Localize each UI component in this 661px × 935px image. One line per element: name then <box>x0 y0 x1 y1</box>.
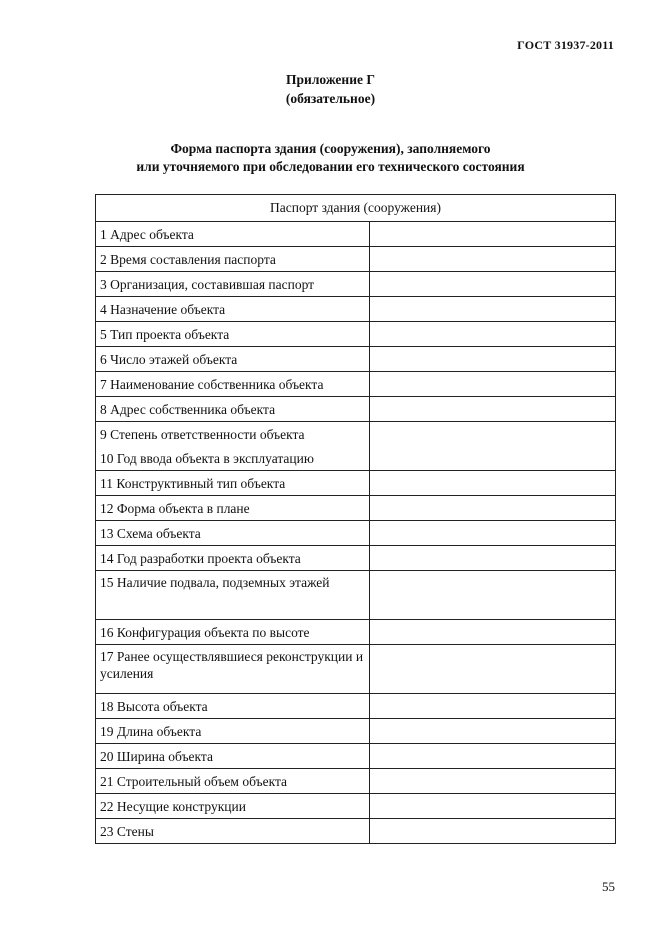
row-label: 12 Форма объекта в плане <box>96 496 370 521</box>
row-value-cell[interactable] <box>370 422 616 471</box>
row-value-cell[interactable] <box>370 521 616 546</box>
table-row <box>96 297 616 322</box>
row-value-cell[interactable] <box>370 719 616 744</box>
row-label: 8 Адрес собственника объекта <box>96 397 370 422</box>
table-row <box>96 694 616 719</box>
row-label: 23 Стены <box>96 819 370 844</box>
table-row <box>96 719 616 744</box>
row-label: 15 Наличие подвала, подземных этажей <box>96 571 370 620</box>
table-row <box>96 571 616 620</box>
row-label: 17 Ранее осуществлявшиеся реконструкции и усиления <box>96 645 370 694</box>
row-value-cell[interactable] <box>370 397 616 422</box>
row-value-cell[interactable] <box>370 272 616 297</box>
row-value-cell[interactable] <box>370 620 616 645</box>
table-row <box>96 247 616 272</box>
table-row <box>96 347 616 372</box>
table-row <box>96 546 616 571</box>
table-header: Паспорт здания (сооружения) <box>96 195 616 222</box>
row-value-cell[interactable] <box>370 819 616 844</box>
row-value-cell[interactable] <box>370 571 616 620</box>
appendix-status: (обязательное) <box>285 91 376 106</box>
row-label: 5 Тип проекта объекта <box>96 322 370 347</box>
document-code: ГОСТ 31937-2011 <box>517 38 614 52</box>
table-row <box>96 521 616 546</box>
row-value-cell[interactable] <box>370 372 616 397</box>
row-value-cell[interactable] <box>370 769 616 794</box>
table-row <box>96 397 616 422</box>
table-row <box>96 222 616 247</box>
row-label: 13 Схема объекта <box>96 521 370 546</box>
table-row <box>96 794 616 819</box>
form-title-line-2: или уточняемого при обследовании его технического состояния <box>136 159 525 174</box>
table-row <box>96 645 616 694</box>
row-value-cell[interactable] <box>370 496 616 521</box>
row-label: 16 Конфигурация объекта по высоте <box>96 620 370 645</box>
row-label: 9 Степень ответственности объекта <box>96 422 370 447</box>
appendix-title: Приложение Г <box>286 72 375 87</box>
table-row <box>96 422 616 447</box>
row-value-cell[interactable] <box>370 297 616 322</box>
row-value-cell[interactable] <box>370 322 616 347</box>
row-value-cell[interactable] <box>370 347 616 372</box>
table-row <box>96 272 616 297</box>
form-title <box>0 140 661 176</box>
row-label: 18 Высота объекта <box>96 694 370 719</box>
row-value-cell[interactable] <box>370 471 616 496</box>
table-row <box>96 819 616 844</box>
row-value-cell[interactable] <box>370 794 616 819</box>
row-label: 21 Строительный объем объекта <box>96 769 370 794</box>
row-value-cell[interactable] <box>370 694 616 719</box>
row-label: 10 Год ввода объекта в эксплуатацию <box>96 446 370 471</box>
row-value-cell[interactable] <box>370 247 616 272</box>
row-value-cell[interactable] <box>370 222 616 247</box>
row-label: 2 Время составления паспорта <box>96 247 370 272</box>
page-number: 55 <box>602 879 615 894</box>
row-label: 11 Конструктивный тип объекта <box>96 471 370 496</box>
table-row <box>96 372 616 397</box>
form-title-line-1: Форма паспорта здания (сооружения), заполняемого <box>170 141 491 156</box>
table-row <box>96 471 616 496</box>
row-label: 7 Наименование собственника объекта <box>96 372 370 397</box>
row-value-cell[interactable] <box>370 546 616 571</box>
row-label: 19 Длина объекта <box>96 719 370 744</box>
table-row <box>96 744 616 769</box>
row-value-cell[interactable] <box>370 744 616 769</box>
appendix-heading <box>0 70 661 108</box>
row-label: 6 Число этажей объекта <box>96 347 370 372</box>
row-label: 3 Организация, составившая паспорт <box>96 272 370 297</box>
row-label: 22 Несущие конструкции <box>96 794 370 819</box>
table-row <box>96 496 616 521</box>
row-label: 4 Назначение объекта <box>96 297 370 322</box>
table-row <box>96 769 616 794</box>
row-label: 14 Год разработки проекта объекта <box>96 546 370 571</box>
row-label: 1 Адрес объекта <box>96 222 370 247</box>
row-label: 20 Ширина объекта <box>96 744 370 769</box>
table-row <box>96 620 616 645</box>
row-value-cell[interactable] <box>370 645 616 694</box>
table-row <box>96 322 616 347</box>
building-passport-table <box>95 194 616 844</box>
